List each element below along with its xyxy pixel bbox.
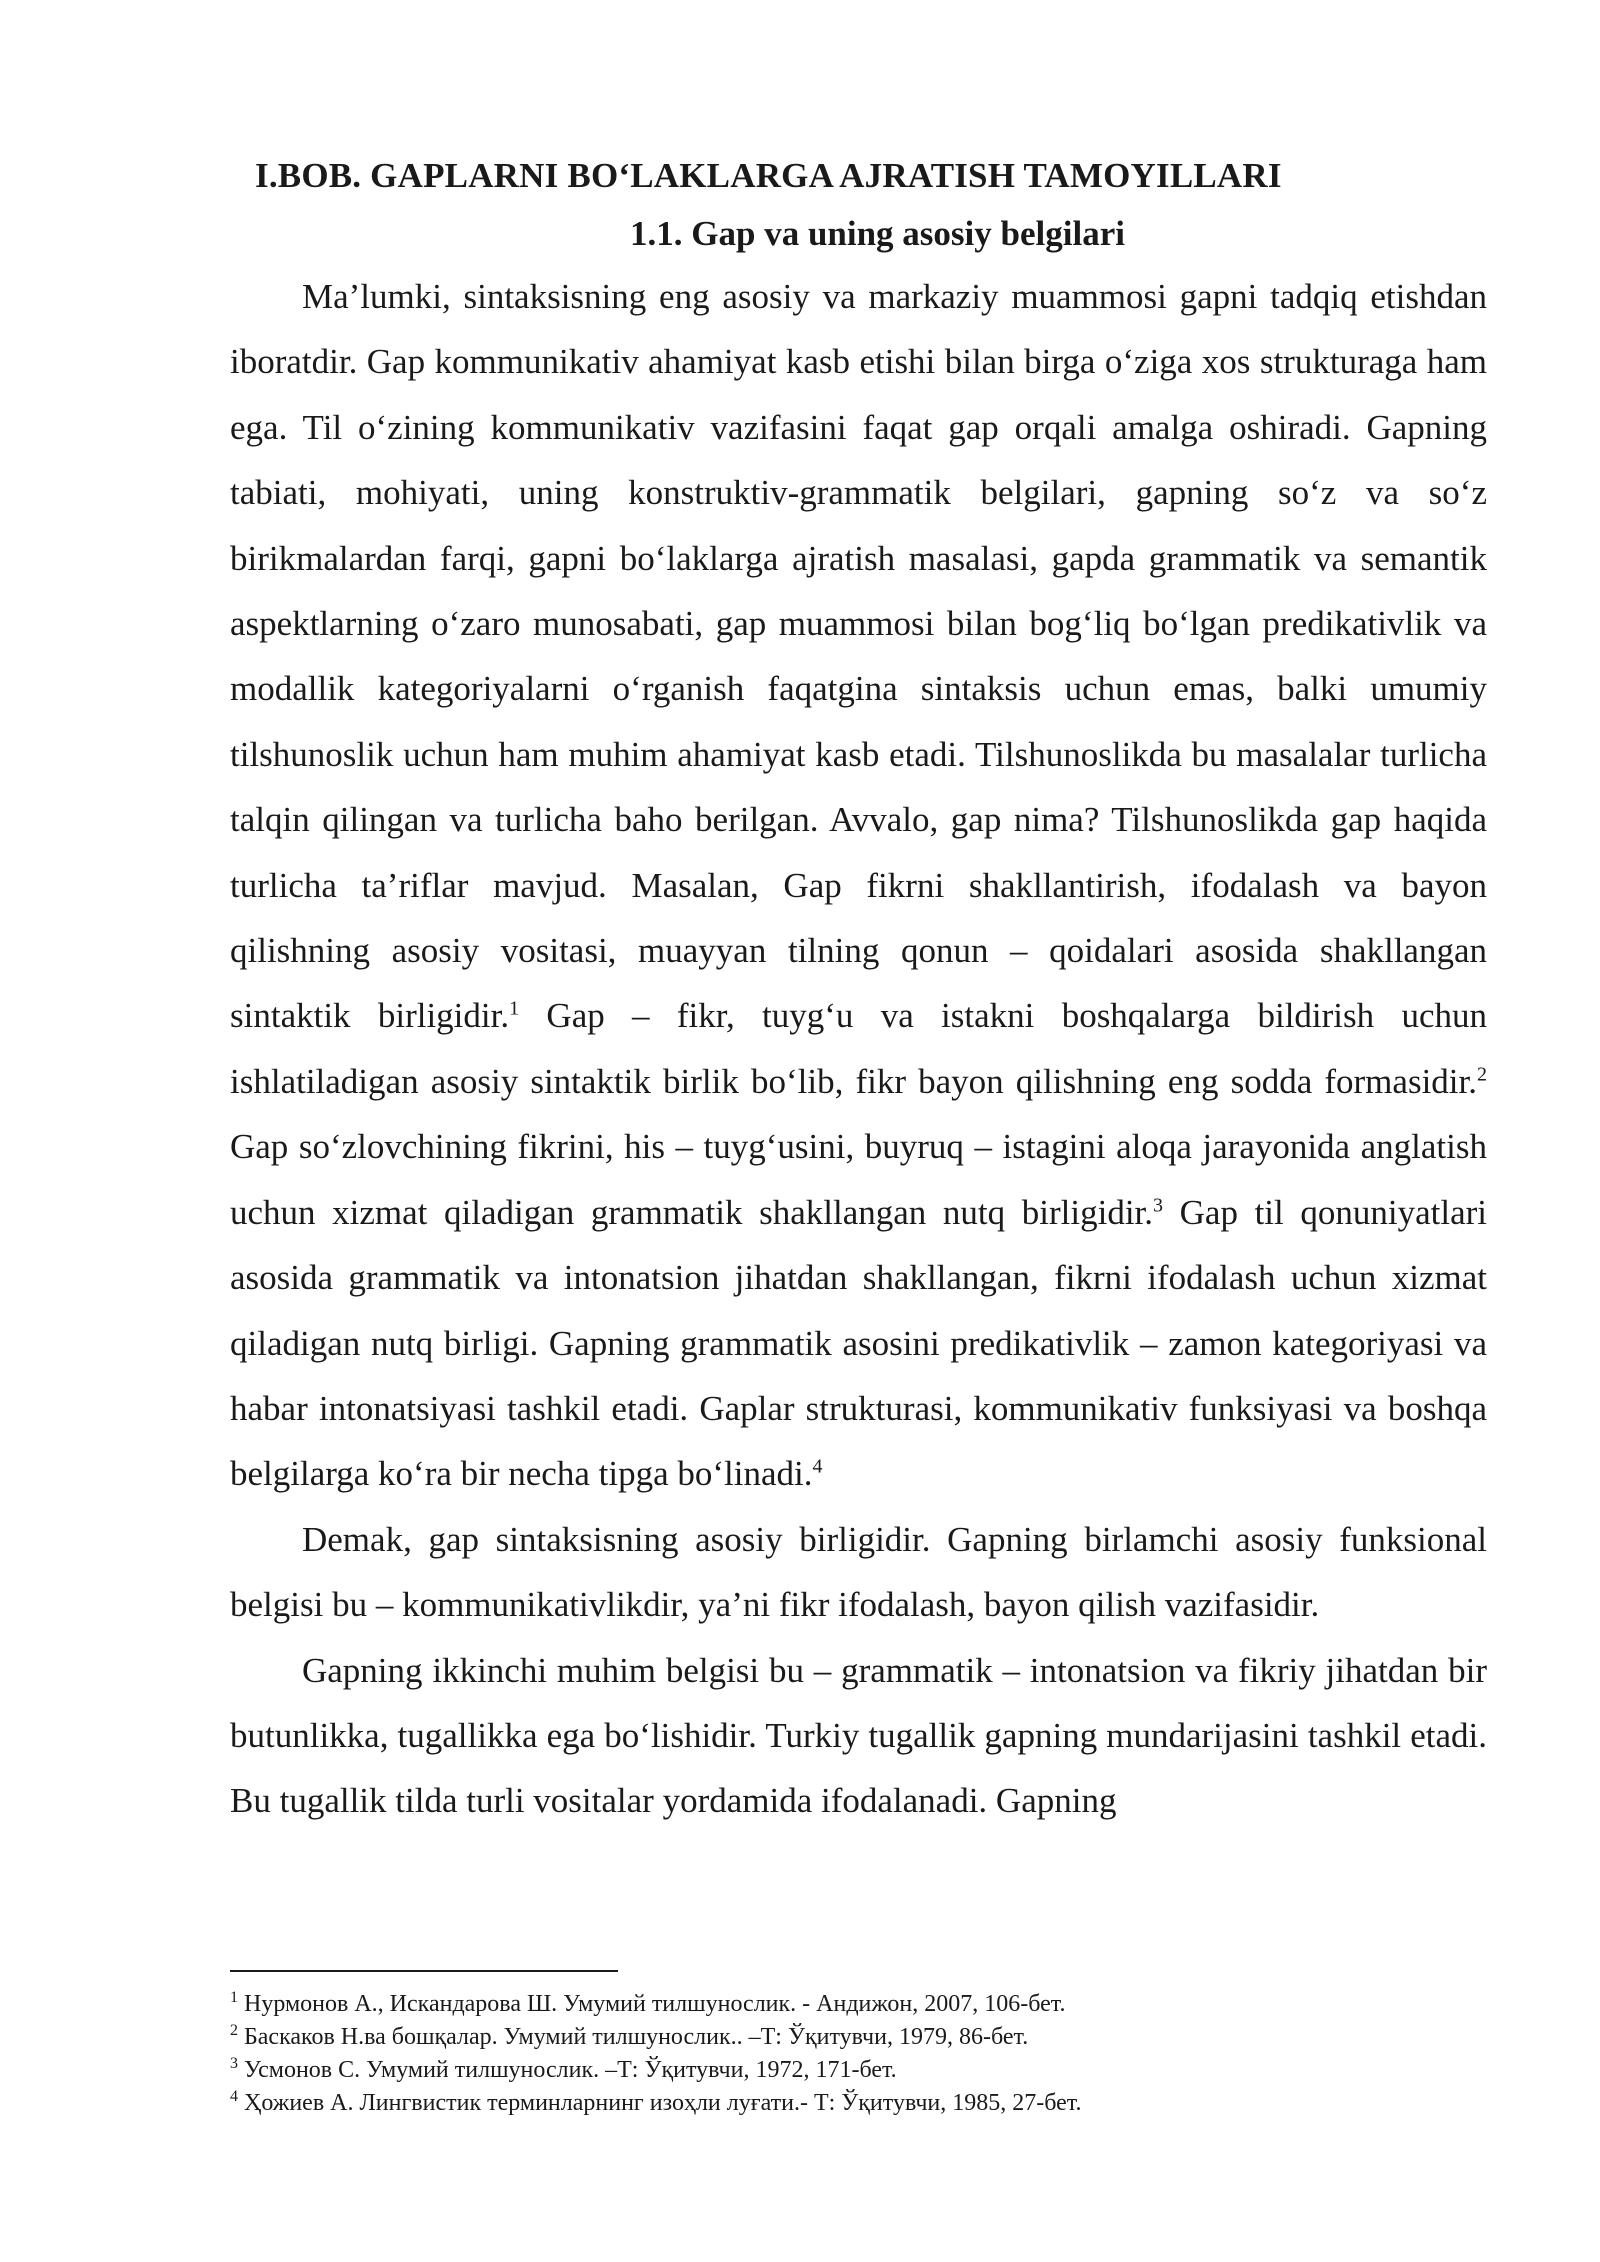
footnote-number: 2 [230,2022,238,2039]
paragraph-1-part-1: Ma’lumki, sintaksisning eng asosiy va markaziy muammosi gapni tadqiq etishdan iboratdir. Gap kommunikativ ahamiyat kasb etishi bilan birga o‘ziga xos strukturaga ham ega. Til o‘zining kommunikativ vazifasini faqat gap orqali amalga oshiradi. Gapning tabiati, mohiyati, uning konstruktiv-grammatik belgilari, gapning so‘z va so‘z birikmalardan farqi, gapni bo‘laklarga ajratish masalasi, gapda grammatik va semantik aspektlarning o‘zaro munosabati, gap muammosi bilan bog‘liq bo‘lgan predikativlik va modallik kategoriyalarni o‘rganish faqatgina sintaksis uchun emas, balki umumiy tilshunoslik uchun ham muhim ahamiyat kasb etadi. Tilshunoslikda bu masalalar turlicha talqin qilingan va turlicha baho berilgan. Avvalo, gap nima? Tilshunoslikda gap haqida turlicha ta’riflar mavjud. Masalan, Gap fikrni shakllantirish, ifodalash va bayon qilishning asosiy vositasi, muayyan tilning qonun – qoidalari asosida shakllangan sintaktik birligidir. [230,277,1487,1036]
footnote-text: Ҳожиев А. Лингвистик терминларнинг изоҳли луғати.- Т: Ўқитувчи, 1985, 27-бет. [238,2090,1082,2116]
paragraph-1-part-3: Gap so‘zlovchining fikrini, his – tuyg‘usini, buyruq – istagini aloqa jarayonida anglatish uchun xizmat qiladigan grammatik shakllangan nutq birligidir. [230,1127,1487,1232]
footnote-ref-1[interactable]: 1 [509,997,520,1020]
footnote-text: Баскаков Н.ва бошқалар. Умумий тилшунослик.. –Т: Ўқитувчи, 1979, 86-бет. [238,2024,1029,2050]
paragraph-2: Demak, gap sintaksisning asosiy birligidir. Gapning birlamchi asosiy funksional belgisi bu – kommunikativlikdir, ya’ni fikr ifodalash, bayon qilish vazifasidir. [230,1519,1487,1625]
section-title: 1.1. Gap va uning asosiy belgilari [630,214,1125,253]
paragraph-3: Gapning ikkinchi muhim belgisi bu – grammatik – intonatsion va fikriy jihatdan bir butunlikka, tugallikka ega bo‘lishidir. Turkiy tugallik gapning mundarijasini tashkil etadi. Bu tugallik tilda turli vositalar yordamida ifodalanadi. Gapning [230,1650,1487,1821]
footnote-number: 3 [230,2055,238,2072]
footnote-ref-2[interactable]: 2 [1477,1063,1487,1086]
chapter-title: I.BOB. GAPLARNI BO‘LAKLARGA AJRATISH TAMOYILLARI [255,156,1282,195]
footnote-ref-3[interactable]: 3 [1153,1194,1164,1217]
footnote-text: Нурмонов А., Искандарова Ш. Умумий тилшунослик. - Андижон, 2007, 106-бет. [238,1991,1066,2017]
footnote-separator [230,1970,618,1972]
document-page [230,150,1487,1834]
paragraph-1-part-4: Gap til qonuniyatlari asosida grammatik va intonatsion jihatdan shakllangan, fikrni ifodalash uchun xizmat qiladigan nutq birligi. Gapning grammatik asosini predikativlik – zamon kategoriyasi va habar intonatsiyasi tashkil etadi. Gaplar strukturasi, kommunikativ funksiyasi va boshqa belgilarga ko‘ra bir necha tipga bo‘linadi. [230,1192,1487,1494]
body-text [230,264,1487,1834]
footnote-1 [230,1988,1487,2021]
footnote-3 [230,2054,1487,2087]
paragraph-1 [230,264,1487,1507]
footnote-2 [230,2021,1487,2054]
footnote-number: 1 [230,1989,238,2006]
footnote-text: Усмонов С. Умумий тилшунослик. –Т: Ўқитувчи, 1972, 171-бет. [238,2057,897,2083]
footnotes [230,1988,1487,2120]
paragraph-1-part-2: Gap – fikr, tuyg‘u va istakni boshqalarga bildirish uchun ishlatiladigan asosiy sintaktik birlik bo‘lib, fikr bayon qilishning eng sodda formasidir. [230,996,1487,1101]
footnote-number: 4 [230,2088,238,2105]
footnote-ref-4[interactable]: 4 [812,1455,823,1478]
footnote-4 [230,2087,1487,2120]
